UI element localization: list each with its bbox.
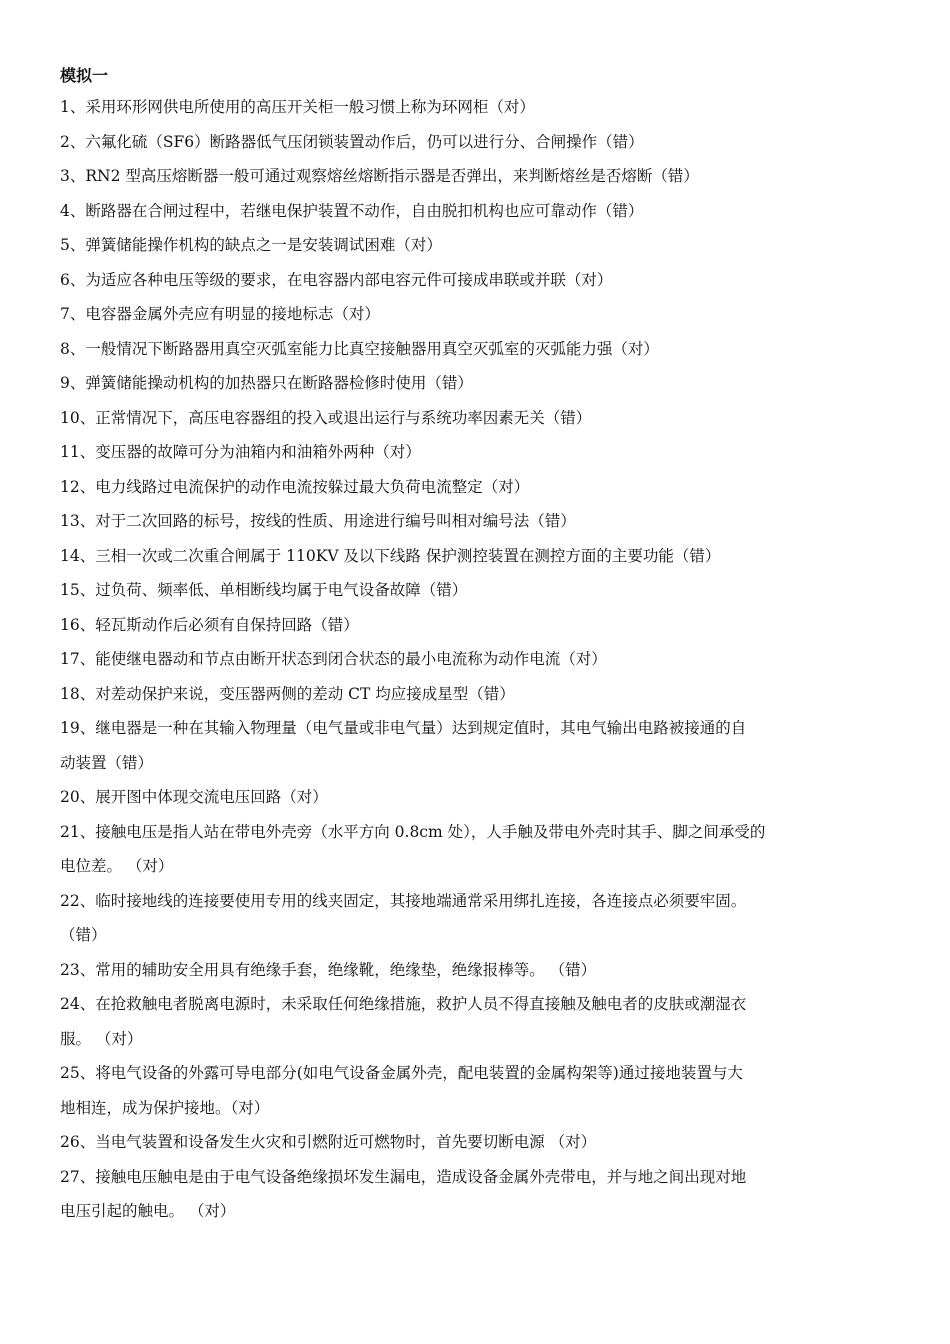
question-line: 23、常用的辅助安全用具有绝缘手套，绝缘靴，绝缘垫，绝缘报棒等。 （错） bbox=[60, 960, 597, 979]
question-line: 12、电力线路过电流保护的动作电流按躲过最大负荷电流整定（对） bbox=[60, 477, 530, 496]
question-list bbox=[60, 90, 894, 1229]
question-line-continued: 服。 （对） bbox=[60, 1029, 143, 1048]
page-title: 模拟一 bbox=[60, 66, 109, 85]
question-line: 10、正常情况下，高压电容器组的投入或退出运行与系统功率因素无关（错） bbox=[60, 408, 592, 427]
question-line: 24、在抢救触电者脱离电源时，未采取任何绝缘措施，救护人员不得直接触及触电者的皮肤或潮湿衣 bbox=[60, 995, 747, 1013]
question-line-continued: 电位差。 （对） bbox=[60, 857, 174, 875]
question-line: 2、六氟化硫（SF6）断路器低气压闭锁装置动作后，仍可以进行分、合闸操作（错） bbox=[60, 132, 644, 151]
question-line: 6、为适应各种电压等级的要求，在电容器内部电容元件可接成串联或并联（对） bbox=[60, 270, 613, 289]
question-line: 1、采用环形网供电所使用的高压开关柜一般习惯上称为环网柜（对） bbox=[60, 98, 535, 116]
question-line: 7、电容器金属外壳应有明显的接地标志（对） bbox=[60, 305, 380, 323]
question-line: 27、接触电压触电是由于电气设备绝缘损坏发生漏电，造成设备金属外壳带电，并与地之间出现对地 bbox=[60, 1167, 747, 1186]
question-line: 22、临时接地线的连接要使用专用的线夹固定，其接地端通常采用绑扎连接，各连接点必须要牢固。 bbox=[60, 891, 747, 910]
question-line-continued: （错） bbox=[60, 926, 107, 944]
question-line: 8、一般情况下断路器用真空灭弧室能力比真空接触器用真空灭弧室的灭弧能力强（对） bbox=[60, 339, 659, 358]
question-line: 26、当电气装置和设备发生火灾和引燃附近可燃物时，首先要切断电源 （对） bbox=[60, 1133, 597, 1151]
question-line-continued: 动装置（错） bbox=[60, 753, 154, 772]
question-line: 18、对差动保护来说，变压器两侧的差动 CT 均应接成星型（错） bbox=[60, 684, 515, 703]
question-line: 4、断路器在合闸过程中，若继电保护装置不动作，自由脱扣机构也应可靠动作（错） bbox=[60, 201, 644, 220]
question-line: 20、展开图中体现交流电压回路（对） bbox=[60, 788, 328, 806]
question-line: 15、过负荷、频率低、单相断线均属于电气设备故障（错） bbox=[60, 581, 468, 599]
question-line: 9、弹簧储能操动机构的加热器只在断路器检修时使用（错） bbox=[60, 374, 473, 392]
question-line: 13、对于二次回路的标号，按线的性质、用途进行编号叫相对编号法（错） bbox=[60, 512, 576, 530]
question-line: 17、能使继电器动和节点由断开状态到闭合状态的最小电流称为动作电流（对） bbox=[60, 650, 607, 668]
question-line: 5、弹簧储能操作机构的缺点之一是安装调试困难（对） bbox=[60, 236, 442, 254]
question-line-continued: 地相连，成为保护接地。（对） bbox=[60, 1098, 270, 1117]
question-line: 3、RN2 型高压熔断器一般可通过观察熔丝熔断指示器是否弹出，来判断熔丝是否熔断（错） bbox=[60, 167, 699, 185]
question-line: 11、变压器的故障可分为油箱内和油箱外两种（对） bbox=[60, 443, 421, 461]
question-line: 25、将电气设备的外露可导电部分(如电气设备金属外壳，配电装置的金属构架等)通过接地装置与大 bbox=[60, 1064, 743, 1082]
question-line: 14、三相一次或二次重合闸属于 110KV 及以下线路 保护测控装置在测控方面的主要功能（错） bbox=[60, 546, 721, 565]
question-line-continued: 电压引起的触电。 （对） bbox=[60, 1202, 236, 1220]
question-line: 21、接触电压是指人站在带电外壳旁（水平方向 0.8cm 处），人手触及带电外壳时其手、脚之间承受的 bbox=[60, 822, 766, 841]
question-line: 16、轻瓦斯动作后必须有自保持回路（错） bbox=[60, 615, 359, 634]
question-line: 19、继电器是一种在其输入物理量（电气量或非电气量）达到规定值时，其电气输出电路被接通的自 bbox=[60, 719, 747, 737]
